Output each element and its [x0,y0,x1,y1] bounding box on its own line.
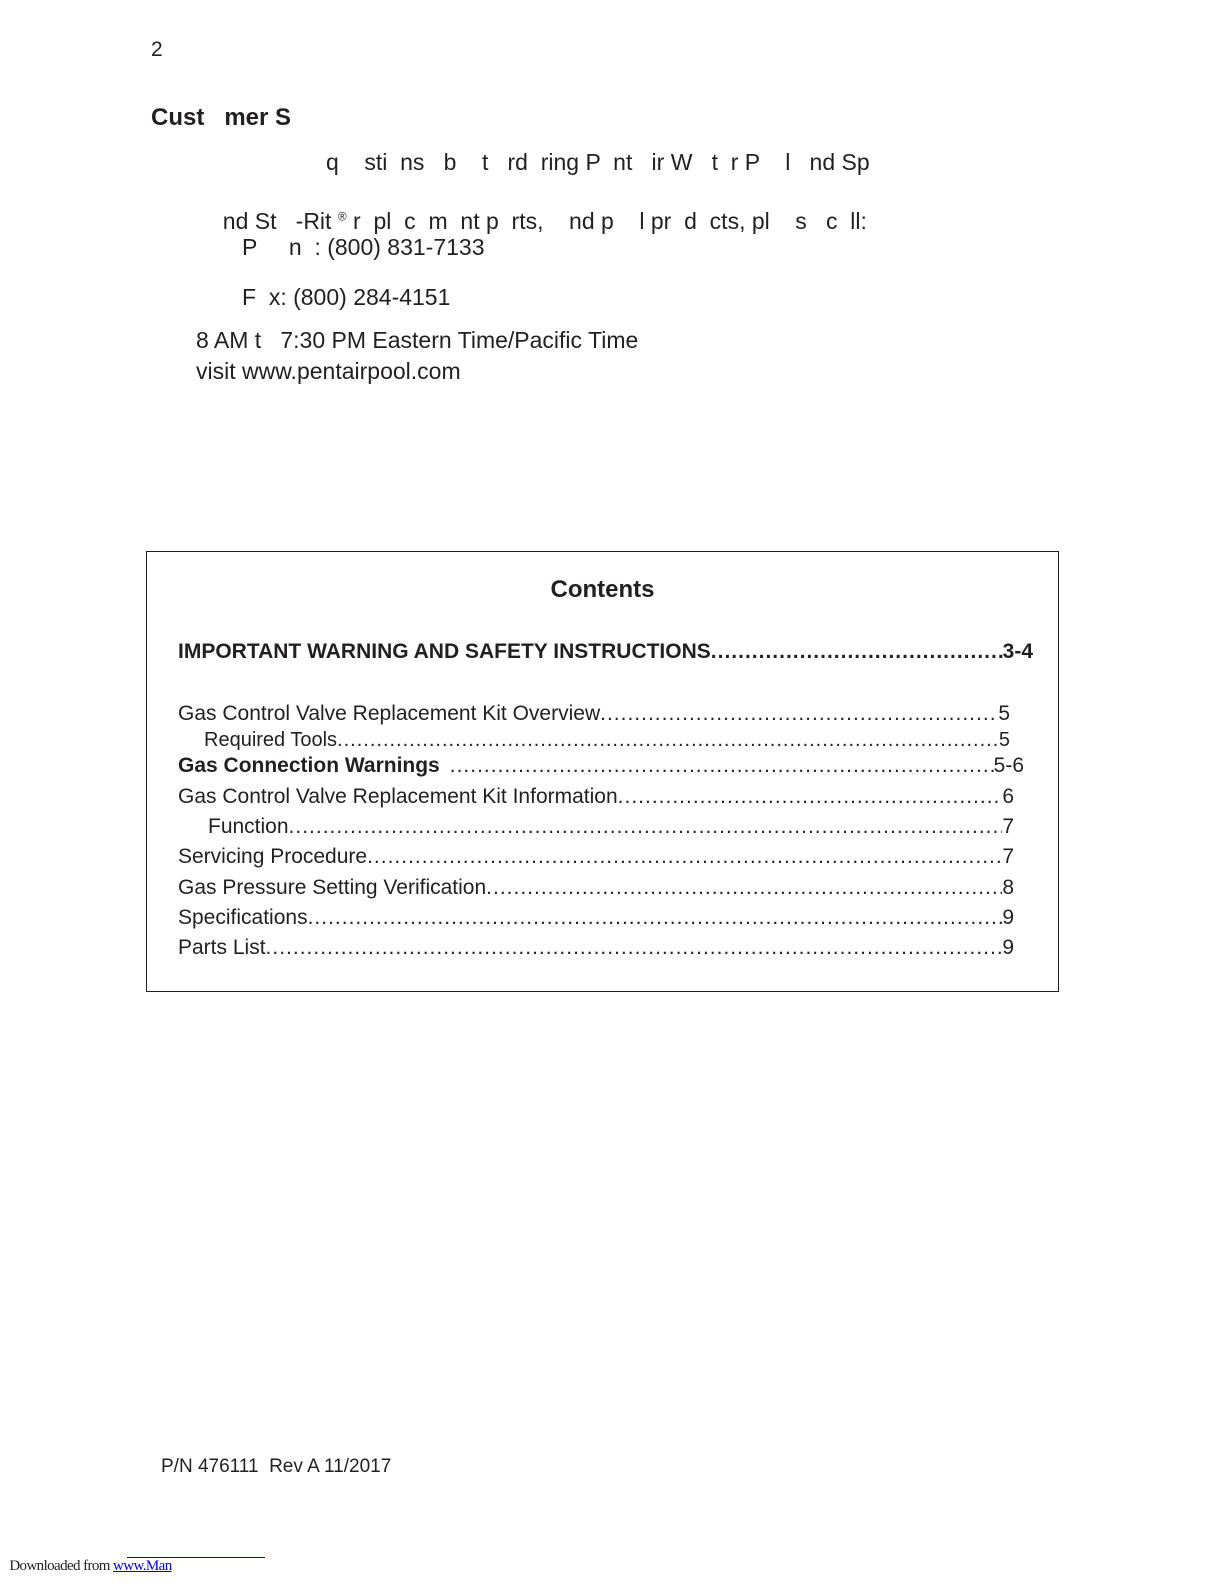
toc-entry-title: Gas Connection Warnings [178,754,440,777]
link-underline [127,1557,265,1558]
toc-leader [266,936,1003,960]
toc-entry-page: 3-4 [1002,640,1033,663]
toc-entry-page: 6 [1002,785,1014,808]
toc-leader [486,876,1002,900]
toc-entry-page: 7 [1002,845,1014,868]
service-hours: 8 AM t 7:30 PM Eastern Time/Pacific Time [196,327,639,353]
toc-entry-page: 7 [1002,815,1014,838]
toc-entry-page: 5 [998,729,1010,751]
toc-entry-page: 8 [1002,876,1014,899]
toc-entry-kit-overview [178,702,1010,726]
toc-entry-title: IMPORTANT WARNING AND SAFETY INSTRUCTIONS [178,640,711,663]
download-source-link[interactable]: www.Man [113,1558,172,1574]
contents-box [146,551,1059,992]
toc-leader [450,754,994,778]
toc-leader [289,815,1003,839]
line2-text-a: nd St -Rit [222,208,338,234]
toc-entry-page: 9 [1002,936,1014,959]
toc-leader [308,906,1003,930]
toc-entry-required-tools [204,729,1010,752]
toc-entry-title: Gas Control Valve Replacement Kit Overview [178,702,601,725]
toc-entry-title: Gas Pressure Setting Verification [178,876,487,899]
toc-leader [600,702,998,726]
phone-number: P n : (800) 831-7133 [242,234,485,260]
toc-entry-title: Function [208,815,289,838]
customer-service-text-line-2 [210,181,867,235]
toc-leader [367,845,1002,869]
toc-entry-page: 5-6 [993,754,1024,777]
customer-service-heading: Cust mer S [151,104,292,131]
toc-entry-title: Parts List [178,936,266,959]
toc-entry-page: 9 [1002,906,1014,929]
toc-leader [337,729,999,752]
contents-title: Contents [550,576,655,603]
website-line: visit www.pentairpool.com [196,358,461,384]
toc-entry-gas-pressure-verification [178,876,1014,900]
toc-entry-kit-information [178,785,1014,809]
toc-entry-title: Required Tools [204,729,338,751]
toc-leader [711,640,1003,664]
toc-entry-function [208,815,1014,839]
toc-entry-specifications [178,906,1014,930]
toc-leader [618,785,1003,809]
fax-number: F x: (800) 284-4151 [242,284,451,310]
toc-entry-servicing-procedure [178,845,1014,869]
registered-mark: ® [337,209,347,224]
toc-entry-title: Servicing Procedure [178,845,368,868]
page-number: 2 [151,38,163,61]
part-number: P/N 476111 Rev A 11/2017 [161,1456,392,1477]
toc-entry-gas-connection-warnings [178,754,1024,778]
downloaded-prefix: Downloaded from [9,1558,114,1574]
toc-entry-title: Specifications [178,906,308,929]
customer-service-text-line-1: q sti ns b t rd ring P nt ir W t r P l nd Sp [326,149,870,175]
toc-entry-parts-list [178,936,1014,960]
toc-entry-page: 5 [998,702,1010,725]
toc-entry-title: Gas Control Valve Replacement Kit Information [178,785,618,808]
downloaded-from-line [3,1541,172,1575]
line2-text-b: r pl c m nt p rts, nd p l pr d cts, pl s c ll: [346,208,867,234]
toc-entry-safety [178,640,1033,664]
